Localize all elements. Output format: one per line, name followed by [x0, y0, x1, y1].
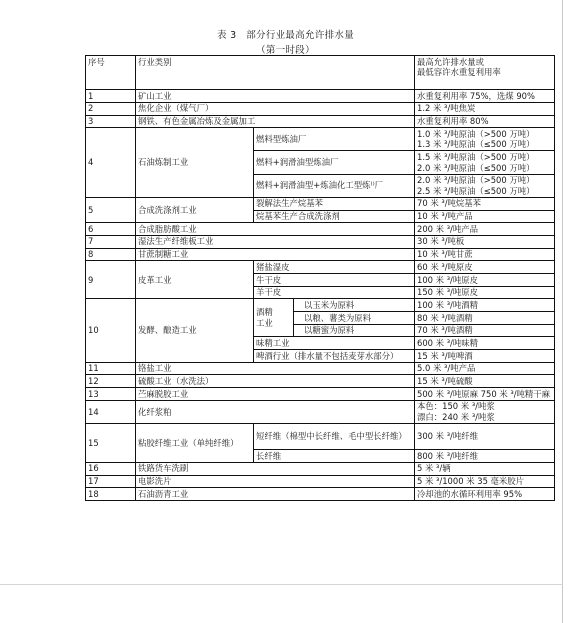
row-limit: 15 米 ³/吨啤酒 [415, 350, 555, 363]
table-row [86, 475, 555, 488]
row-subcategory: 裂解法生产烷基苯 [254, 197, 415, 210]
table-row [86, 375, 555, 388]
row-category: 电影洗片 [136, 475, 415, 488]
row-limit: 200 米 ³/吨产品 [415, 223, 555, 236]
row-subcategory: 燃料+润滑油型炼油厂 [254, 151, 415, 174]
row-no: 13 [86, 388, 136, 401]
row-limit: 60 米 ³/吨原皮 [415, 261, 555, 274]
header-category: 行业类别 [136, 56, 415, 90]
row-limit: 150 米 ³/吨原皮 [415, 286, 555, 299]
row-limit-line: 漂白：240 米 ³/吨浆 [417, 411, 495, 422]
row-limit-line: 2.0 米 ³/吨原油（>500 万吨） [417, 175, 535, 186]
row-category: 铬盐工业 [136, 362, 415, 375]
row-category: 焦化企业（煤气厂） [136, 102, 415, 115]
row-no: 7 [86, 235, 136, 248]
row-no: 2 [86, 102, 136, 115]
row-category: 甘蔗制糖工业 [136, 248, 415, 261]
page-edge-divider [562, 0, 563, 623]
table-row [86, 424, 555, 450]
row-limit-line: 本色：150 米 ³/吨浆 [417, 401, 495, 412]
row-limit: 水重复利用率 80% [415, 115, 555, 128]
table-row [86, 128, 555, 151]
table-row [86, 362, 555, 375]
row-no: 11 [86, 362, 136, 375]
row-no: 9 [86, 261, 136, 299]
row-limit: 10 米 ³/吨产品 [415, 210, 555, 223]
table-header-row [86, 56, 555, 90]
table-row [86, 299, 555, 312]
table-subtitle: （第一时段） [256, 45, 315, 56]
row-limit: 500 米 ³/吨原麻 750 米 ³/吨精干麻 [415, 388, 555, 401]
row-no: 18 [86, 488, 136, 501]
row-limit-line: 2.5 米 ³/吨原油（≤500 万吨） [417, 185, 535, 196]
row-category: 湿法生产纤维板工业 [136, 235, 415, 248]
row-subcategory: 酒精 工业 [254, 299, 294, 337]
table-row [86, 248, 555, 261]
table-row [86, 102, 555, 115]
row-limit: 600 米 ³/吨味精 [415, 337, 555, 350]
table-row [86, 197, 555, 210]
table-row [86, 462, 555, 475]
row-subcategory: 烷基苯生产合成洗涤剂 [254, 210, 415, 223]
row-category: 化纤浆粕 [136, 400, 415, 423]
discharge-limits-table [85, 55, 555, 501]
row-limit: 5 米 ³/辆 [415, 462, 555, 475]
row-no: 14 [86, 400, 136, 423]
row-limit: 100 米 ³/吨酒精 [415, 299, 555, 312]
row-category: 合成洗涤剂工业 [136, 197, 254, 222]
row-no: 15 [86, 424, 136, 463]
table-row [86, 488, 555, 501]
row-limit: 800 米 ³/吨纤维 [415, 450, 555, 463]
row-limit: 80 米 ³/吨酒精 [415, 312, 555, 325]
row-limit: 5 米 ³/1000 米 35 毫米胶片 [415, 475, 555, 488]
row-limit-line: 2.0 米 ³/吨原油（≤500 万吨） [417, 162, 535, 173]
row-limit: 冷却池的水循环利用率 95% [415, 488, 555, 501]
row-limit: 5.0 米 ³/吨产品 [415, 362, 555, 375]
row-no: 6 [86, 223, 136, 236]
row-category: 发酵、酿造工业 [136, 299, 254, 362]
row-category: 石油沥青工业 [136, 488, 415, 501]
row-limit: 1.2 米 ³/吨焦炭 [415, 102, 555, 115]
row-category: 石油炼制工业 [136, 128, 254, 198]
row-subcategory: 啤酒行业（排水量不包括麦芽水部分） [254, 350, 415, 363]
table-row [86, 388, 555, 401]
row-limit [415, 128, 555, 151]
row-limit [415, 174, 555, 197]
row-limit: 300 米 ³/吨纤维 [415, 424, 555, 450]
row-subcategory: 燃料+润滑油型+炼油化工型炼⁽⁾厂 [254, 174, 415, 197]
row-no: 12 [86, 375, 136, 388]
row-no: 5 [86, 197, 136, 222]
row-limit-line: 1.3 米 ³/吨原油（≤500 万吨） [417, 139, 535, 150]
row-limit: 70 米 ³/吨酒精 [415, 324, 555, 337]
row-subcategory: 猪盐湿皮 [254, 261, 415, 274]
row-no: 17 [86, 475, 136, 488]
row-category: 粘胶纤维工业（单纯纤维） [136, 424, 254, 463]
row-category: 钢铁、有色金属冶炼及金属加工 [136, 115, 415, 128]
table-title: 表 3 部分行业最高允许排水量 [216, 30, 355, 41]
page-bottom-divider [0, 584, 563, 585]
table-row [86, 90, 555, 103]
row-limit [415, 400, 555, 423]
row-limit [415, 151, 555, 174]
row-limit: 70 米 ³/吨烷基苯 [415, 197, 555, 210]
table-row [86, 235, 555, 248]
table-row [86, 223, 555, 236]
row-subsubcategory: 以粮、薯类为原料 [294, 312, 415, 325]
row-subcategory: 长纤维 [254, 450, 415, 463]
row-subsubcategory: 以玉米为原料 [294, 299, 415, 312]
row-limit: 10 米 ³/吨甘蔗 [415, 248, 555, 261]
row-subcategory: 羊干皮 [254, 286, 415, 299]
row-no: 16 [86, 462, 136, 475]
row-limit-line: 1.5 米 ³/吨原油（>500 万吨） [417, 152, 535, 163]
row-subsubcategory: 以糖蜜为原料 [294, 324, 415, 337]
row-limit: 水重复利用率 75%，选煤 90% [415, 90, 555, 103]
table-row [86, 115, 555, 128]
row-limit-line: 1.0 米 ³/吨原油（>500 万吨） [417, 128, 535, 139]
row-category: 铁路货车洗刷 [136, 462, 415, 475]
row-subcategory: 牛干皮 [254, 273, 415, 286]
row-subcategory: 短纤维（棉型中长纤维、毛中型长纤维） [254, 424, 415, 450]
row-category: 皮革工业 [136, 261, 254, 299]
row-category: 苎麻脱胶工业 [136, 388, 415, 401]
row-category: 合成脂肪酸工业 [136, 223, 415, 236]
table-row [86, 400, 555, 423]
row-category: 硫酸工业（水洗法） [136, 375, 415, 388]
row-limit: 100 米 ³/吨原皮 [415, 273, 555, 286]
row-limit: 30 米 ³/吨板 [415, 235, 555, 248]
table-row [86, 261, 555, 274]
header-no: 序号 [86, 56, 136, 90]
row-no: 3 [86, 115, 136, 128]
header-limit: 最高允许排水量或 最低容许水重复利用率 [415, 56, 555, 90]
row-category: 矿山工业 [136, 90, 415, 103]
row-no: 10 [86, 299, 136, 362]
row-subcategory: 味精工业 [254, 337, 415, 350]
row-limit: 15 米 ³/吨硫酸 [415, 375, 555, 388]
row-no: 1 [86, 90, 136, 103]
row-no: 8 [86, 248, 136, 261]
row-no: 4 [86, 128, 136, 198]
row-subcategory: 燃料型炼油厂 [254, 128, 415, 151]
